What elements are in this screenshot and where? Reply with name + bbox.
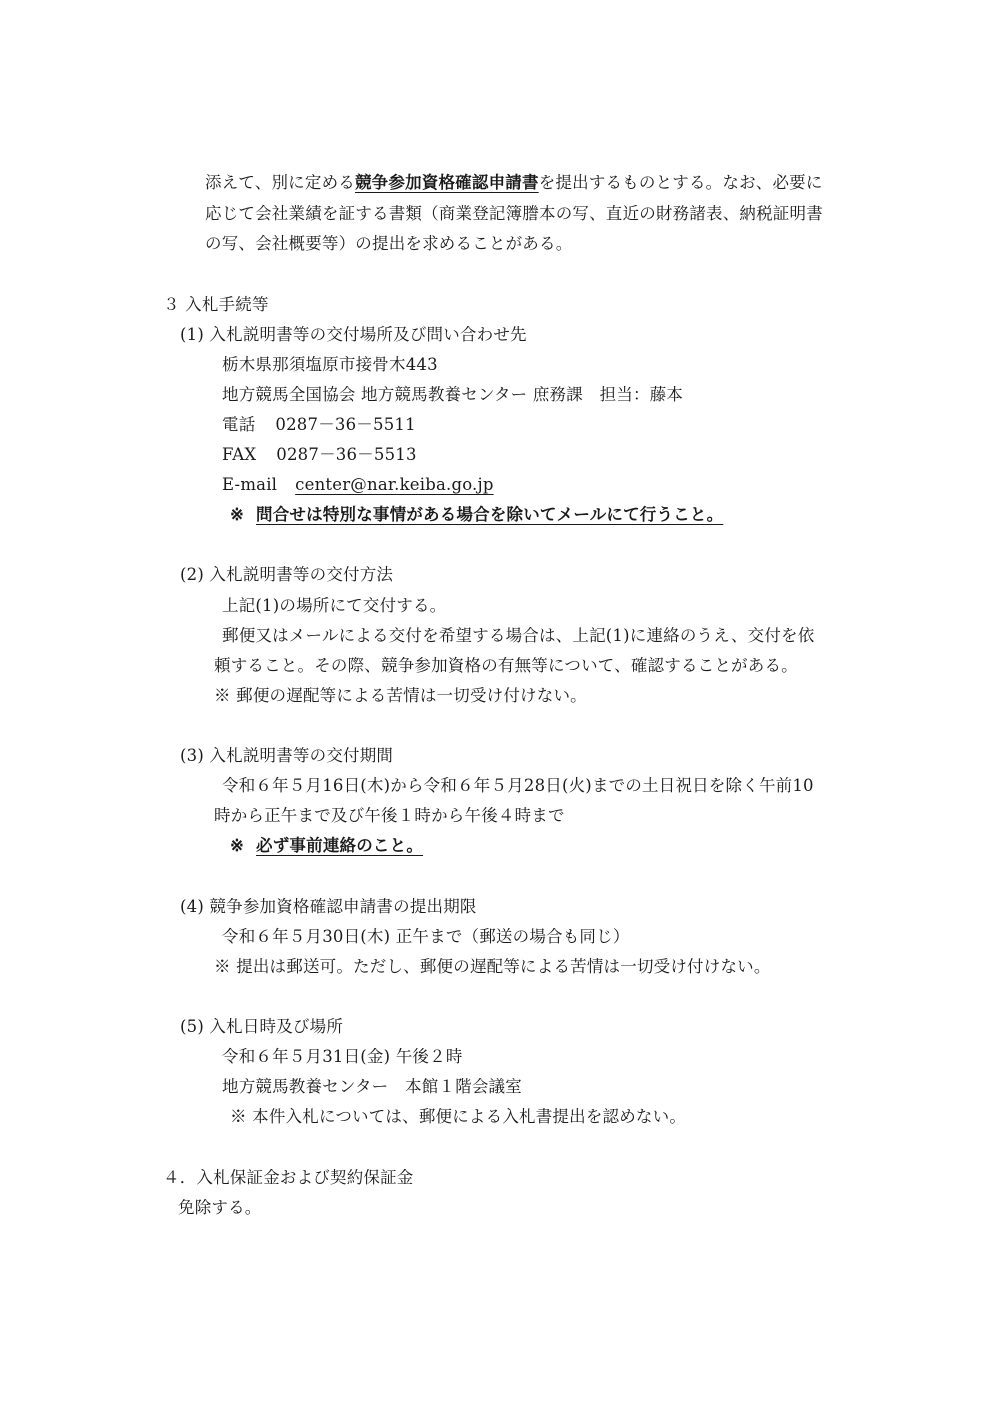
note-mark: ※ <box>230 836 245 855</box>
fax-label: FAX <box>222 445 257 464</box>
s2-note: ※ 郵便の遅配等による苦情は一切受け付けない。 <box>214 686 587 705</box>
intro-line-1 <box>205 171 823 195</box>
email-link[interactable]: center@nar.keiba.go.jp <box>295 475 494 494</box>
s1-org: 地方競馬全国協会 地方競馬教養センター 庶務課 担当：藤本 <box>222 385 684 404</box>
s5-p2: 地方競馬教養センター 本館１階会議室 <box>222 1077 522 1096</box>
s3-heading: (3) 入札説明書等の交付期間 <box>180 746 394 765</box>
section4-heading: ４．入札保証金および契約保証金 <box>163 1168 414 1187</box>
note-mark: ※ <box>230 505 245 524</box>
tel-number: 0287－36－5511 <box>275 415 416 434</box>
s3-p1a: 令和６年５月16日(木)から令和６年５月28日(火)までの土日祝日を除く午前10 <box>222 776 814 795</box>
s4-heading: (4) 競争参加資格確認申請書の提出期限 <box>180 897 477 916</box>
email-label: E-mail <box>222 475 278 494</box>
s3-p1b: 時から正午まで及び午後１時から午後４時まで <box>214 806 565 825</box>
s5-note: ※ 本件入札については、郵便による入札書提出を認めない。 <box>230 1107 687 1126</box>
s1-tel <box>222 413 416 437</box>
s2-p2b: 頼すること。その際、競争参加資格の有無等について、確認することがある。 <box>214 656 798 675</box>
s2-p2a: 郵便又はメールによる交付を希望する場合は、上記(1)に連絡のうえ、交付を依 <box>222 626 815 645</box>
note-text: 必ず事前連絡のこと。 <box>256 836 424 855</box>
s1-note <box>230 503 723 527</box>
section3-heading: ３ 入札手続等 <box>163 295 269 314</box>
s5-p1: 令和６年５月31日(金) 午後２時 <box>222 1047 463 1066</box>
s4-p1: 令和６年５月30日(木) 正午まで（郵送の場合も同じ） <box>222 927 630 946</box>
s3-note <box>230 834 423 858</box>
intro-line-2: 応じて会社業績を証する書類（商業登記簿謄本の写、直近の財務諸表、納税証明書 <box>205 204 823 223</box>
note-text: 問合せは特別な事情がある場合を除いてメールにて行うこと。 <box>256 505 724 524</box>
s2-heading: (2) 入札説明書等の交付方法 <box>180 565 394 584</box>
intro-line-3: の写、会社概要等）の提出を求めることがある。 <box>205 234 573 253</box>
s2-p1: 上記(1)の場所にて交付する。 <box>222 596 447 615</box>
intro-text: を提出するものとする。なお、必要に <box>538 173 823 192</box>
fax-number: 0287－36－5513 <box>276 445 417 464</box>
s5-heading: (5) 入札日時及び場所 <box>180 1017 344 1036</box>
section4-body: 免除する。 <box>178 1198 262 1217</box>
s1-address: 栃木県那須塩原市接骨木443 <box>222 355 438 374</box>
s1-fax <box>222 443 417 467</box>
application-form-name: 競争参加資格確認申請書 <box>354 173 539 192</box>
intro-text: 添えて、別に定める <box>205 173 355 192</box>
s4-note: ※ 提出は郵送可。ただし、郵便の遅配等による苦情は一切受け付けない。 <box>214 957 771 976</box>
s1-heading: (1) 入札説明書等の交付場所及び問い合わせ先 <box>180 325 527 344</box>
s1-email <box>222 473 494 497</box>
tel-label: 電話 <box>222 415 256 434</box>
